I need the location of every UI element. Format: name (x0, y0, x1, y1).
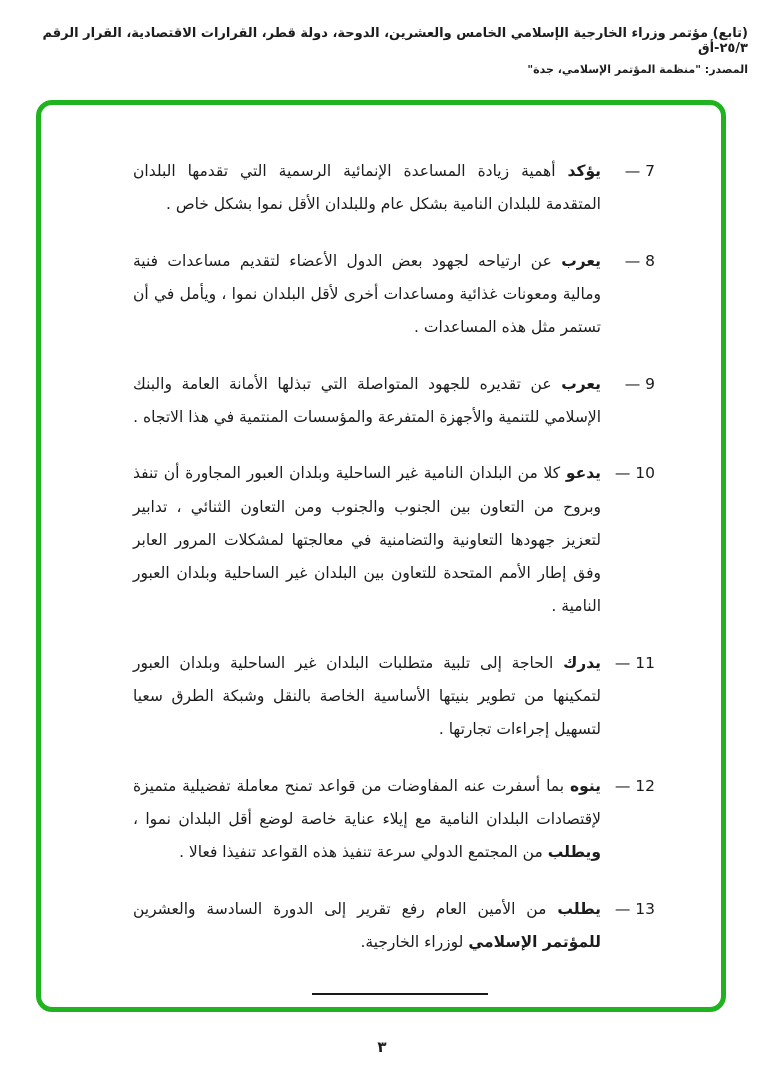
item-text: يدرك الحاجة إلى تلبية متطلبات البلدان غير الساحلية وبلدان العبور لتمكينها من تطوير بنيتها الأساسية الخاصة بالنقل وشبكة الطرق سعيا لتسهيل إجراءات تجارتها . (133, 653, 601, 739)
resolution-item-8 (133, 245, 655, 345)
page-number: ٣ (377, 1038, 387, 1056)
resolution-item-11 (133, 647, 655, 747)
item-text: يدعو كلا من البلدان النامية غير الساحلية وبلدان العبور المجاورة أن تنفذ وبروح من التعاون بين الجنوب والجنوب ومن التعاون الثنائي ، تدابير لتعزيز جهودها التعاونية والتضامنية في معالجتها لمشكلات المرور العابر وفق إطار الأمم المتحدة للتعاون بين البلدان غير الساحلية وبلدان العبور النامية . (133, 464, 601, 616)
item-text: ينوه بما أسفرت عنه المفاوضات من قواعد تمنح معاملة تفضيلية متميزة لإقتصادات البلدان النامية مع إيلاء عناية خاصة لوضع أقل البلدان نموا ، ويطلب من المجتمع الدولي سرعة تنفيذ هذه القواعد تنفيذا فعالا . (133, 776, 601, 862)
resolution-item-13 (133, 893, 655, 960)
item-number: 10 — (614, 464, 655, 483)
resolution-item-10 (133, 457, 655, 624)
resolution-item-12 (133, 770, 655, 870)
item-text: يعرب عن ارتياحه لجهود بعض الدول الأعضاء لتقديم مساعدات فنية ومالية ومعونات غذائية ومساعدات أخرى لأقل البلدان نموا ، ويأمل في أن تستمر مثل هذه المساعدات . (133, 251, 601, 337)
item-number: 13 — (614, 899, 655, 918)
item-number: 7 — (624, 162, 655, 180)
resolution-item-9 (133, 368, 655, 435)
item-number: 9 — (624, 374, 655, 393)
item-text: يؤكد أهمية زيادة المساعدة الإنمائية الرسمية التي تقدمها البلدان المتقدمة للبلدان النامية بشكل عام وللبلدان الأقل نموا بشكل خاص . (133, 162, 601, 214)
document-header (16, 26, 748, 76)
resolution-body (41, 105, 721, 995)
item-text: يطلب من الأمين العام رفع تقرير إلى الدورة السادسة والعشرين للمؤتمر الإسلامي لوزراء الخارجية. (133, 899, 601, 951)
item-text: يعرب عن تقديره للجهود المتواصلة التي تبذلها الأمانة العامة والبنك الإسلامي للتنمية والأجهزة المتفرعة والمؤسسات المنتمية في هذا الاتجاه . (133, 374, 601, 426)
item-number: 12 — (614, 776, 655, 795)
green-border-frame (36, 100, 726, 1012)
item-number: 8 — (624, 251, 655, 270)
header-line-2: المصدر: "منظمة المؤتمر الإسلامي، جدة" (527, 63, 748, 76)
header-line-1: (تابع) مؤتمر وزراء الخارجية الإسلامي الخامس والعشرين، الدوحة، دولة قطر، القرارات الاقتصادية، القرار الرقم ٢٥/٣-أق (42, 26, 748, 56)
item-number: 11 — (614, 653, 655, 672)
resolution-item-7 (133, 155, 655, 222)
section-divider (312, 993, 488, 995)
